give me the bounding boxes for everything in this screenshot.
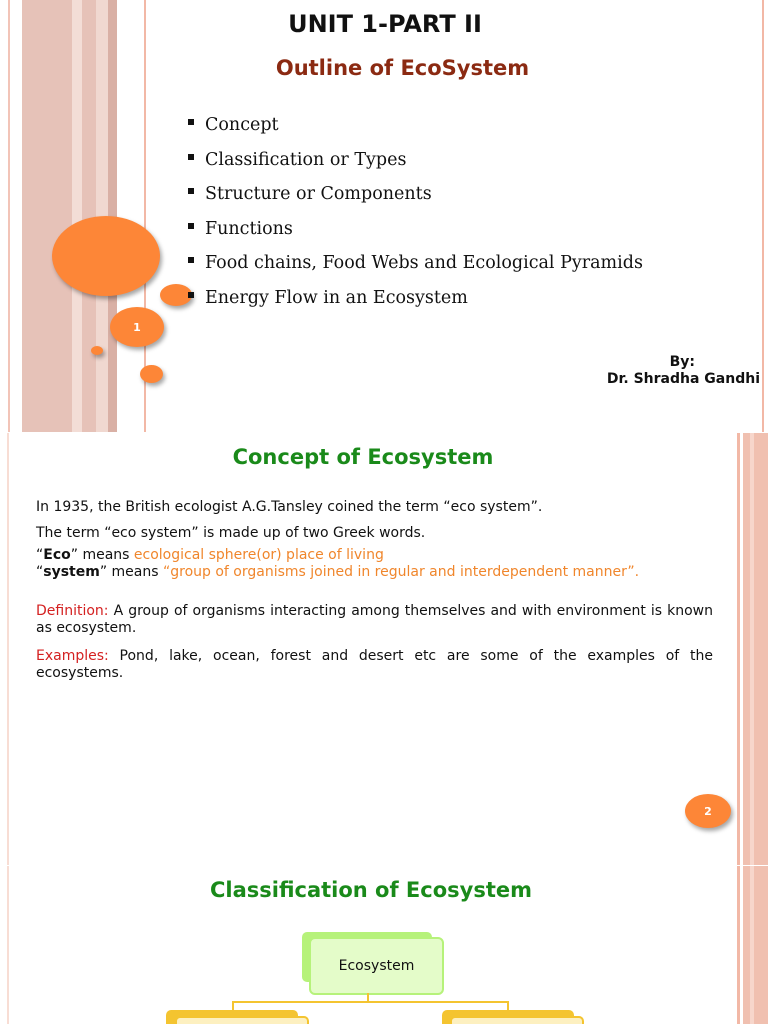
decor-stripe [737,433,740,865]
decor-circle [140,365,163,383]
system-term: system [43,564,100,580]
examples-text: Pond, lake, ocean, forest and desert etc are some of the examples of the ecosystems. [36,648,713,681]
list-item: Energy Flow in an Ecosystem [185,285,643,320]
examples-label: Examples: [36,648,109,664]
diagram-root-node [309,937,444,995]
definition-paragraph [36,603,713,637]
list-item: Food chains, Food Webs and Ecological Pyramids [185,250,643,285]
author-byline [607,354,760,388]
decor-stripe [750,433,754,865]
slide-subtitle: Outline of EcoSystem [275,56,530,80]
greek-words-line: The term “eco system” is made up of two Greek words. [36,525,426,541]
page-number: 1 [133,320,141,334]
decor-stripe [22,0,72,432]
page-number-badge [685,794,731,828]
means-text: ” means [70,547,134,563]
decor-stripe [743,866,768,1024]
system-meaning-line [36,564,713,581]
diagram-child-node [450,1016,584,1024]
decor-stripe [750,866,754,1024]
intro-line: In 1935, the British ecologist A.G.Tansley coined the term “eco system”. [36,499,543,515]
decor-stripe [7,433,9,865]
decor-stripe [762,0,764,432]
outline-list [185,112,643,319]
means-text: ” means [99,564,163,580]
definition-label: Definition: [36,603,109,619]
page-number: 2 [704,804,712,818]
decor-stripe [8,0,10,432]
list-item: Concept [185,112,643,147]
slide-title: UNIT 1-PART II [288,10,482,38]
connector-line [232,1001,509,1003]
decor-circle-large [52,216,160,296]
diagram-child-node [175,1016,309,1024]
system-meaning: “group of organisms joined in regular and interdependent manner”. [163,564,640,580]
eco-meaning: ecological sphere(or) place of living [133,547,384,563]
slide-title: Classification of Ecosystem [209,878,533,902]
list-item: Classification or Types [185,147,643,182]
quote-mark: “ [36,564,44,580]
decor-circle [91,346,103,355]
examples-paragraph [36,648,713,682]
slide-2 [0,433,768,865]
decor-stripe [72,0,82,432]
author-name: Dr. Shradha Gandhi [606,371,760,387]
quote-mark: “ [36,547,44,563]
eco-term: Eco [43,547,71,563]
slide-1 [0,0,768,432]
slide-3 [0,866,768,1024]
node-label: Ecosystem [338,958,415,974]
by-label: By: [669,354,695,370]
list-item: Structure or Components [185,181,643,216]
eco-meaning-line [36,547,713,564]
list-item: Functions [185,216,643,251]
page-number-badge [110,307,164,347]
slide-title: Concept of Ecosystem [232,445,494,469]
decor-stripe [743,433,768,865]
definition-text: A group of organisms interacting among themselves and with environment is known as ecosystem. [36,603,713,636]
